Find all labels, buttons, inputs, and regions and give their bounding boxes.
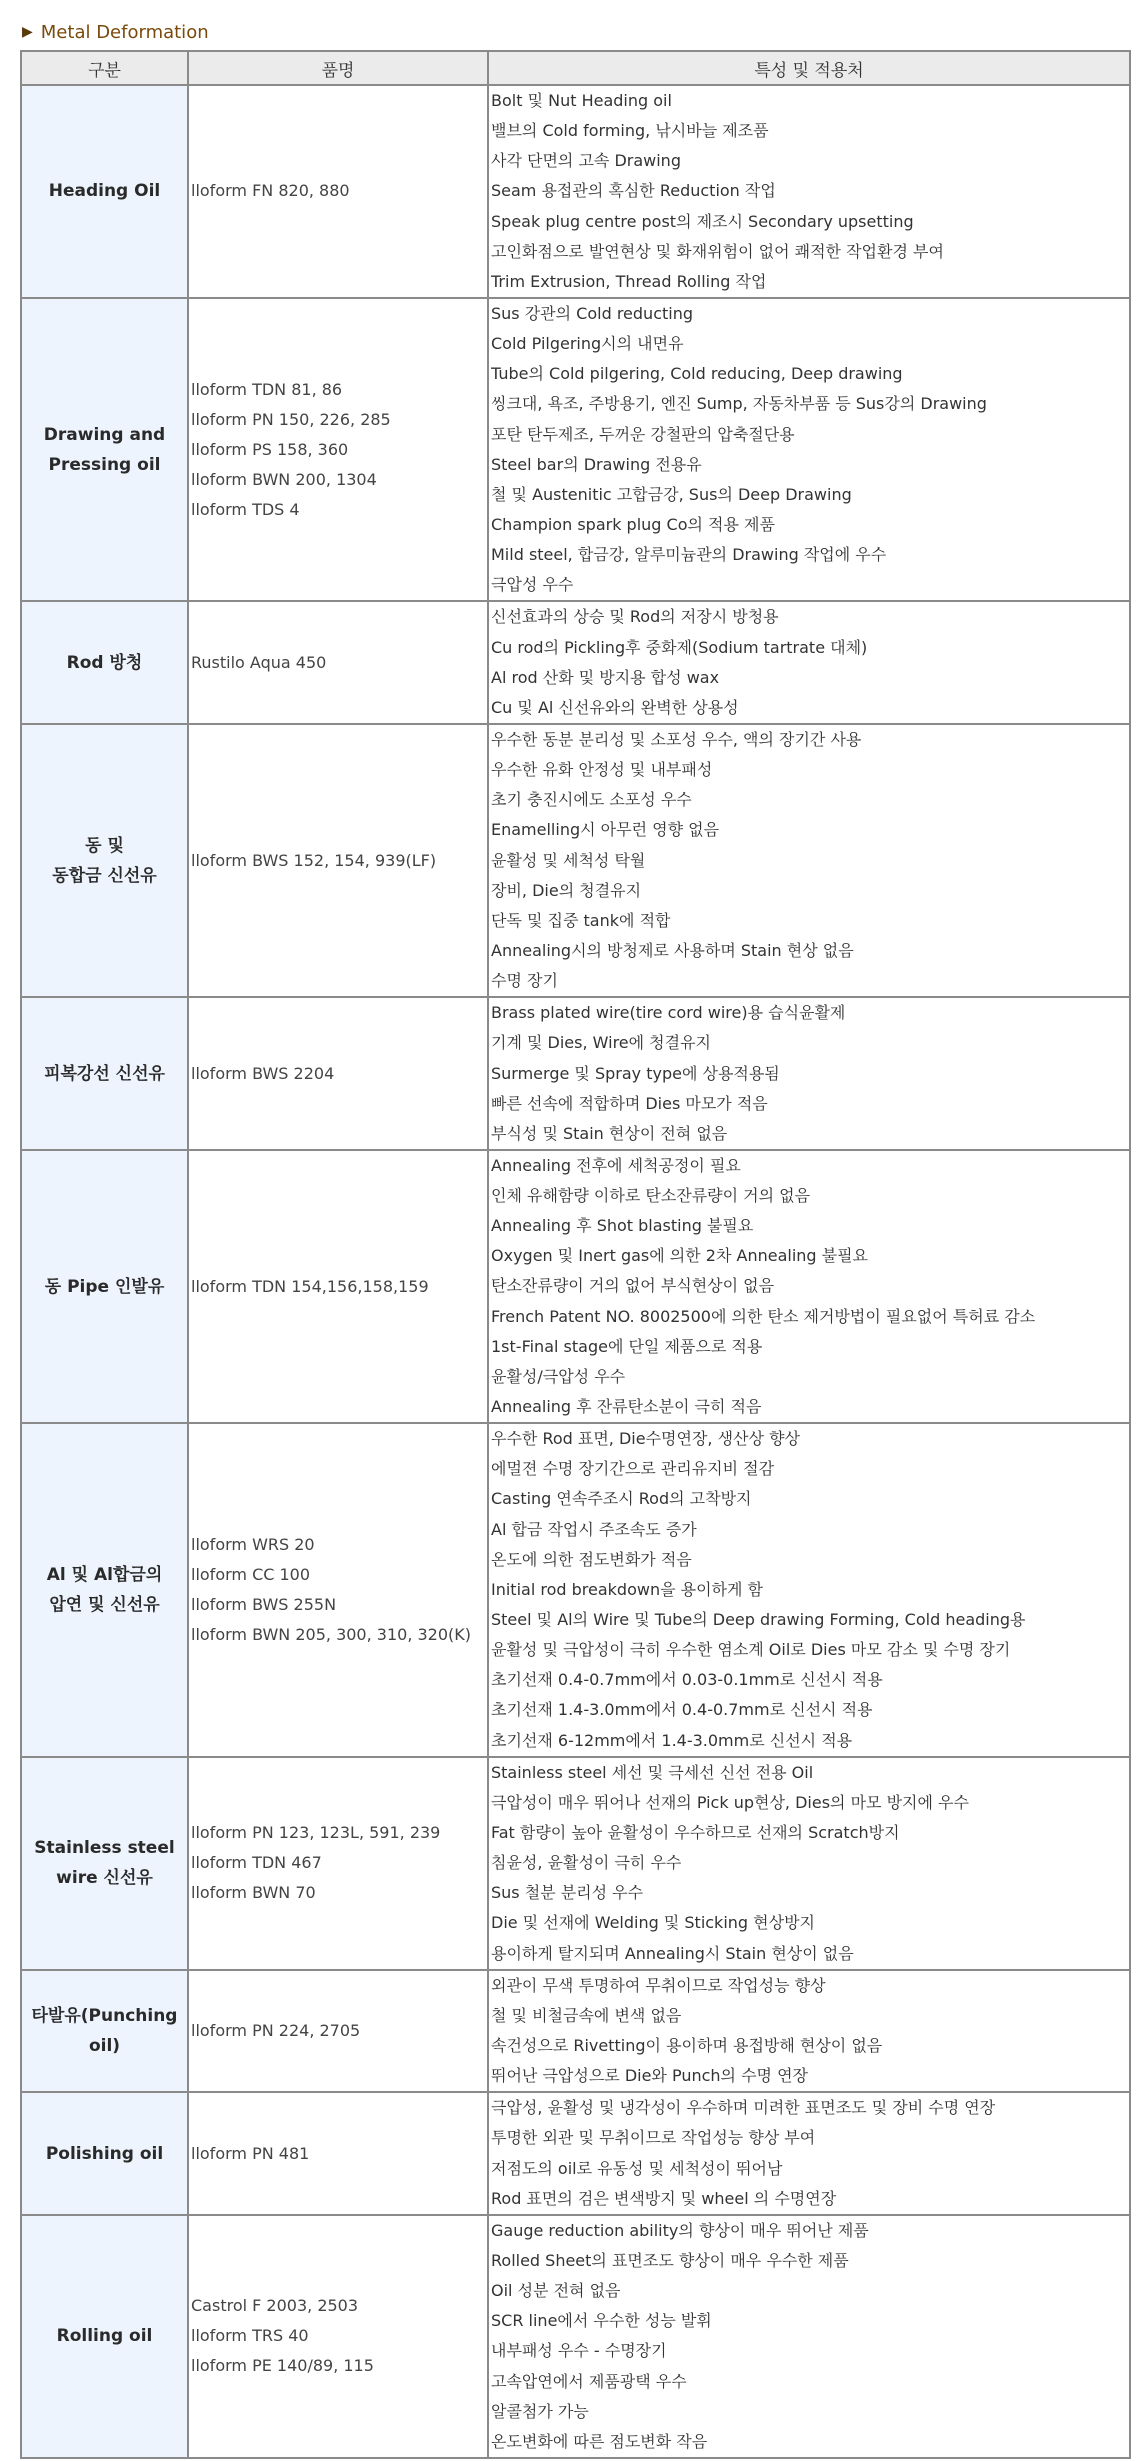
feature-item: 기계 및 Dies, Wire에 청결유지	[491, 1033, 712, 1053]
category-cell	[21, 2092, 188, 2215]
category-label: Stainless steel	[34, 1838, 175, 1859]
product-name: lloform PN 481	[191, 2143, 310, 2163]
feature-item: Tube의 Cold pilgering, Cold reducing, Deep drawing	[491, 364, 903, 384]
category-label: Rod 방청	[66, 652, 143, 673]
table-row	[21, 1970, 1130, 2093]
category-label: Pressing oil	[48, 454, 161, 475]
feature-item: Al 합금 작업시 주조속도 증가	[491, 1519, 697, 1539]
category-cell	[21, 1150, 188, 1423]
features-cell	[488, 298, 1130, 601]
product-cell	[188, 1423, 488, 1757]
category-label: 동 및	[85, 835, 124, 856]
feature-item: Speak plug centre post의 제조시 Secondary upsetting	[491, 211, 914, 231]
category-cell	[21, 997, 188, 1150]
product-name: lloform BWN 70	[191, 1883, 316, 1903]
feature-item: 부식성 및 Stain 현상이 전혀 없음	[491, 1123, 728, 1143]
feature-item: 우수한 유화 안정성 및 내부패성	[491, 760, 713, 780]
product-name: lloform BWN 200, 1304	[191, 469, 377, 489]
feature-item: 철 및 Austenitic 고합금강, Sus의 Deep Drawing	[491, 484, 852, 504]
feature-item: Oil 성분 전혀 없음	[491, 2281, 621, 2301]
feature-item: 초기 충진시에도 소포성 우수	[491, 790, 692, 810]
product-cell	[188, 1150, 488, 1423]
features-cell	[488, 1970, 1130, 2093]
category-label: Heading Oil	[48, 181, 161, 202]
feature-item: Champion spark plug Co의 적용 제품	[491, 514, 775, 534]
product-name: lloform FN 820, 880	[191, 181, 350, 201]
section-heading	[22, 18, 209, 46]
feature-item: Trim Extrusion, Thread Rolling 작업	[491, 271, 767, 291]
feature-item: 온도에 의한 점도변화가 적음	[491, 1549, 692, 1569]
feature-item: 빠른 선속에 적합하며 Dies 마모가 적음	[491, 1093, 768, 1113]
table-header-row	[21, 51, 1130, 85]
category-cell	[21, 298, 188, 601]
feature-item: Bolt 및 Nut Heading oil	[491, 91, 672, 110]
feature-item: 초기선재 6-12mm에서 1.4-3.0mm로 신선시 적용	[491, 1730, 853, 1750]
feature-item: 침윤성, 윤활성이 극히 우수	[491, 1853, 682, 1873]
product-name: lloform BWS 2204	[191, 1063, 335, 1083]
category-label: 피복강선 신선유	[44, 1063, 165, 1084]
category-label: 동합금 신선유	[52, 865, 157, 886]
product-name: lloform PE 140/89, 115	[191, 2356, 374, 2376]
product-name: Castrol F 2003, 2503	[191, 2296, 359, 2316]
feature-item: Sus 철분 분리성 우수	[491, 1883, 644, 1903]
category-label: 타발유(Punching	[31, 2006, 178, 2026]
product-cell	[188, 298, 488, 601]
feature-item: Mild steel, 합금강, 알루미늄관의 Drawing 작업에 우수	[491, 545, 887, 565]
feature-item: Die 및 선재에 Welding 및 Sticking 현상방지	[491, 1913, 815, 1933]
product-name: lloform PN 150, 226, 285	[191, 409, 391, 429]
product-name: lloform PN 123, 123L, 591, 239	[191, 1823, 441, 1843]
table-body	[21, 85, 1130, 2458]
category-label: Rolling oil	[56, 2326, 153, 2347]
feature-item: 포탄 탄두제조, 두꺼운 강철판의 압축절단용	[491, 424, 795, 444]
category-cell	[21, 85, 188, 298]
product-cell	[188, 2215, 488, 2458]
feature-item: 내부패성 우수 - 수명장기	[491, 2341, 667, 2361]
feature-item: 신선효과의 상승 및 Rod의 저장시 방청용	[491, 607, 779, 627]
feature-item: 저점도의 oil로 유동성 및 세척성이 뛰어남	[491, 2158, 783, 2178]
features-cell	[488, 601, 1130, 724]
category-cell	[21, 1970, 188, 2093]
feature-item: 외관이 무색 투명하여 무취이므로 작업성능 향상	[491, 1975, 826, 1995]
feature-item: 탄소잔류량이 거의 없어 부식현상이 없음	[491, 1276, 775, 1296]
feature-item: 온도변화에 따른 점도변화 작음	[491, 2431, 708, 2451]
table-row	[21, 601, 1130, 724]
features-cell	[488, 1757, 1130, 1970]
feature-item: Cu rod의 Pickling후 중화제(Sodium tartrate 대체)	[491, 637, 868, 657]
feature-item: Surmerge 및 Spray type에 상용적용됨	[491, 1063, 780, 1083]
feature-item: 사각 단면의 고속 Drawing	[491, 151, 681, 171]
table-row	[21, 1757, 1130, 1970]
product-cell	[188, 85, 488, 298]
feature-item: 철 및 비철금속에 변색 없음	[491, 2005, 682, 2025]
feature-item: French Patent NO. 8002500에 의한 탄소 제거방법이 필요없어 특허료 감소	[491, 1306, 1036, 1326]
column-header-features: 특성 및 적용처	[488, 51, 1130, 85]
table-row	[21, 1423, 1130, 1757]
feature-item: 장비, Die의 청결유지	[491, 880, 642, 900]
feature-item: 속건성으로 Rivetting이 용이하며 용접방해 현상이 없음	[491, 2036, 883, 2055]
table-row	[21, 85, 1130, 298]
product-name: lloform PN 224, 2705	[191, 2021, 361, 2040]
product-cell	[188, 1757, 488, 1970]
features-cell	[488, 1150, 1130, 1423]
feature-item: 고인화점으로 발연현상 및 화재위험이 없어 쾌적한 작업환경 부여	[491, 241, 944, 261]
table-row	[21, 724, 1130, 997]
product-name: lloform BWS 255N	[191, 1594, 337, 1614]
column-header-category: 구분	[21, 51, 188, 85]
product-cell	[188, 601, 488, 724]
product-cell	[188, 1970, 488, 2093]
feature-item: 밸브의 Cold forming, 낚시바늘 제조품	[491, 121, 769, 141]
features-cell	[488, 1423, 1130, 1757]
feature-item: Annealing시의 방청제로 사용하며 Stain 현상 없음	[491, 940, 854, 960]
product-name: lloform WRS 20	[191, 1534, 315, 1554]
product-name: Rustilo Aqua 450	[191, 652, 327, 672]
feature-item: Annealing 후 잔류탄소분이 극히 적음	[491, 1397, 762, 1417]
feature-item: 인체 유해함량 이하로 탄소잔류량이 거의 없음	[491, 1186, 811, 1206]
feature-item: Steel bar의 Drawing 전용유	[491, 454, 702, 474]
feature-item: Rod 표면의 검은 변색방지 및 wheel 의 수명연장	[491, 2188, 837, 2208]
feature-item: 윤활성 및 극압성이 극히 우수한 염소계 Oil로 Dies 마모 감소 및 수명 장기	[491, 1640, 1011, 1660]
category-cell	[21, 601, 188, 724]
column-header-product: 품명	[188, 51, 488, 85]
features-cell	[488, 2215, 1130, 2458]
category-label: wire 신선유	[56, 1868, 153, 1889]
feature-item: 극압성, 윤활성 및 냉각성이 우수하며 미려한 표면조도 및 장비 수명 연장	[491, 2098, 996, 2118]
section-title: Metal Deformation	[40, 21, 209, 43]
feature-item: Rolled Sheet의 표면조도 향상이 매우 우수한 제품	[491, 2250, 849, 2270]
feature-item: Seam 용접관의 혹심한 Reduction 작업	[491, 181, 776, 201]
product-name: lloform BWS 152, 154, 939(LF)	[191, 850, 437, 870]
feature-item: Gauge reduction ability의 향상이 매우 뛰어난 제품	[491, 2220, 869, 2240]
feature-item: 뛰어난 극압성으로 Die와 Punch의 수명 연장	[491, 2066, 809, 2086]
feature-item: 단독 및 집중 tank에 적합	[491, 910, 671, 930]
products-table	[20, 50, 1131, 2459]
table-row	[21, 2215, 1130, 2458]
feature-item: Initial rod breakdown을 용이하게 함	[491, 1579, 763, 1599]
table-row	[21, 2092, 1130, 2215]
table-row	[21, 1150, 1130, 1423]
feature-item: 에멀젼 수명 장기간으로 관리유지비 절감	[491, 1459, 775, 1479]
category-label: Al 및 Al합금의	[46, 1564, 163, 1585]
category-cell	[21, 724, 188, 997]
table-row	[21, 298, 1130, 601]
feature-item: Stainless steel 세선 및 극세선 신선 전용 Oil	[491, 1762, 814, 1782]
feature-item: 알콜첨가 가능	[491, 2401, 589, 2421]
category-label: 동 Pipe 인발유	[44, 1276, 165, 1297]
feature-item: 우수한 Rod 표면, Die수명연장, 생산상 향상	[491, 1429, 800, 1449]
category-label: oil)	[88, 2036, 121, 2056]
feature-item: Oxygen 및 Inert gas에 의한 2차 Annealing 불필요	[491, 1246, 869, 1266]
category-label: 압연 및 신선유	[49, 1594, 160, 1615]
feature-item: 용이하게 탈지되며 Annealing시 Stain 현상이 없음	[491, 1943, 854, 1963]
feature-item: Cu 및 Al 신선유와의 완벽한 상용성	[491, 697, 739, 717]
feature-item: 우수한 동분 분리성 및 소포성 우수, 액의 장기간 사용	[491, 729, 862, 749]
feature-item: Sus 강관의 Cold reducting	[491, 303, 694, 323]
features-cell	[488, 2092, 1130, 2215]
product-name: lloform BWN 205, 300, 310, 320(K)	[191, 1624, 471, 1644]
category-cell	[21, 2215, 188, 2458]
feature-item: Steel 및 Al의 Wire 및 Tube의 Deep drawing Forming, Cold heading용	[491, 1610, 1026, 1630]
product-name: lloform TDN 467	[191, 1853, 322, 1873]
feature-item: 극압성 우수	[491, 575, 574, 595]
features-cell	[488, 997, 1130, 1150]
feature-item: 1st-Final stage에 단일 제품으로 적용	[491, 1336, 763, 1356]
product-cell	[188, 2092, 488, 2215]
feature-item: Cold Pilgering시의 내면유	[491, 334, 684, 354]
feature-item: Annealing 후 Shot blasting 불필요	[491, 1216, 754, 1236]
feature-item: Fat 함량이 높아 윤활성이 우수하므로 선재의 Scratch방지	[491, 1823, 900, 1843]
feature-item: 윤활성/극압성 우수	[491, 1366, 626, 1386]
features-cell	[488, 85, 1130, 298]
features-cell	[488, 724, 1130, 997]
product-name: lloform CC 100	[191, 1564, 311, 1584]
product-name: lloform TDN 81, 86	[191, 379, 343, 399]
feature-item: 수명 장기	[491, 971, 558, 991]
product-cell	[188, 997, 488, 1150]
product-name: lloform TRS 40	[191, 2326, 309, 2346]
feature-item: Brass plated wire(tire cord wire)용 습식윤활제	[491, 1003, 846, 1023]
product-name: lloform TDN 154,156,158,159	[191, 1276, 429, 1296]
feature-item: SCR line에서 우수한 성능 발휘	[491, 2311, 712, 2331]
table-row	[21, 997, 1130, 1150]
play-triangle-icon: ▶	[22, 24, 33, 40]
feature-item: 씽크대, 욕조, 주방용기, 엔진 Sump, 자동차부품 등 Sus강의 Drawing	[491, 394, 987, 414]
product-name: lloform PS 158, 360	[191, 439, 349, 459]
product-cell	[188, 724, 488, 997]
category-label: Drawing and	[43, 424, 166, 445]
feature-item: 극압성이 매우 뛰어나 선재의 Pick up현상, Dies의 마모 방지에 우수	[491, 1792, 969, 1812]
feature-item: 고속압연에서 제품광택 우수	[491, 2371, 687, 2391]
feature-item: Enamelling시 아무런 영향 없음	[491, 820, 720, 840]
feature-item: Casting 연속주조시 Rod의 고착방지	[491, 1489, 752, 1509]
feature-item: 초기선재 0.4-0.7mm에서 0.03-0.1mm로 신선시 적용	[491, 1670, 883, 1690]
feature-item: 윤활성 및 세척성 탁월	[491, 850, 646, 870]
feature-item: Al rod 산화 및 방지용 합성 wax	[491, 667, 720, 687]
feature-item: 투명한 외관 및 무취이므로 작업성능 향상 부여	[491, 2128, 816, 2148]
feature-item: 초기선재 1.4-3.0mm에서 0.4-0.7mm로 신선시 적용	[491, 1700, 873, 1720]
product-name: lloform TDS 4	[191, 499, 300, 519]
feature-item: Annealing 전후에 세척공정이 필요	[491, 1155, 741, 1175]
category-label: Polishing oil	[45, 2143, 164, 2164]
category-cell	[21, 1757, 188, 1970]
category-cell	[21, 1423, 188, 1757]
